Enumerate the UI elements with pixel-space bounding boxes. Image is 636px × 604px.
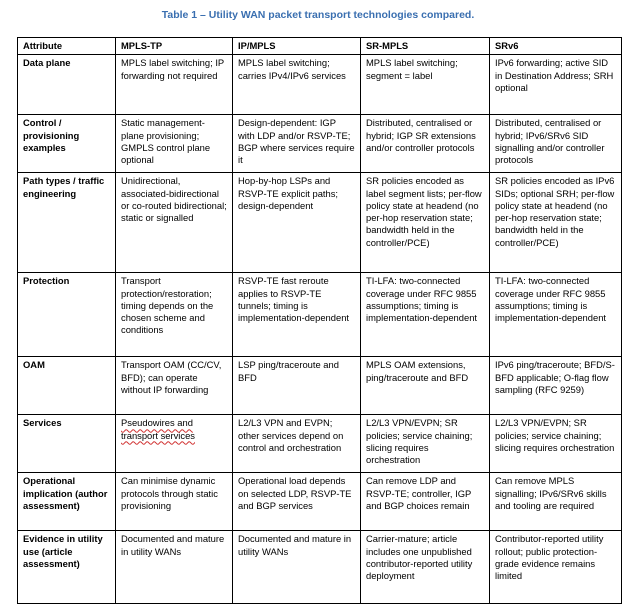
cell-evidence-ip-mpls: Documented and mature in utility WANs bbox=[233, 531, 361, 604]
table-caption: Table 1 – Utility WAN packet transport technologies compared. bbox=[161, 9, 475, 21]
cell-operational-ip-mpls: Operational load depends on selected LDP, RSVP-TE and BGP services bbox=[233, 473, 361, 531]
cell-path-types-ip-mpls: Hop-by-hop LSPs and RSVP-TE explicit paths; design-dependent bbox=[233, 173, 361, 273]
cell-control-sr-mpls: Distributed, centralised or hybrid; IGP SR extensions and/or controller protocols bbox=[361, 115, 490, 173]
cell-control-srv6: Distributed, centralised or hybrid; IPv6/SRv6 SID signalling and/or controller protocols bbox=[490, 115, 622, 173]
cell-control-ip-mpls: Design-dependent: IGP with LDP and/or RSVP-TE; BGP where services require it bbox=[233, 115, 361, 173]
cell-path-types-sr-mpls: SR policies encoded as label segment lists; per-flow policy state at headend (no per-hop reservation state; bandwidth held in the controller/PCE) bbox=[361, 173, 490, 273]
cell-protection-ip-mpls: RSVP-TE fast reroute applies to RSVP-TE tunnels; timing is implementation-dependent bbox=[233, 273, 361, 357]
row-protection bbox=[18, 273, 622, 357]
cell-oam-sr-mpls: MPLS OAM extensions, ping/traceroute and BFD bbox=[361, 357, 490, 415]
cell-protection-mpls-tp: Transport protection/restoration; timing depends on the chosen scheme and conditions bbox=[116, 273, 233, 357]
services-mpls-tp-text: Pseudowires and transport services bbox=[121, 417, 195, 441]
row-label-services: Services bbox=[18, 415, 116, 473]
cell-data-plane-srv6: IPv6 forwarding; active SID in Destination Address; SRH optional bbox=[490, 55, 622, 115]
column-header-mpls-tp: MPLS-TP bbox=[116, 38, 233, 55]
cell-oam-mpls-tp: Transport OAM (CC/CV, BFD); can operate without IP forwarding bbox=[116, 357, 233, 415]
row-label-protection: Protection bbox=[18, 273, 116, 357]
cell-data-plane-ip-mpls: MPLS label switching; carries IPv4/IPv6 services bbox=[233, 55, 361, 115]
cell-services-srv6: L2/L3 VPN/EVPN; SR policies; service chaining; slicing requires orchestration bbox=[490, 415, 622, 473]
cell-data-plane-sr-mpls: MPLS label switching; segment = label bbox=[361, 55, 490, 115]
column-header-ip-mpls: IP/MPLS bbox=[233, 38, 361, 55]
row-operational-implication bbox=[18, 473, 622, 531]
cell-oam-srv6: IPv6 ping/traceroute; BFD/S-BFD applicable; O-flag flow sampling (RFC 9259) bbox=[490, 357, 622, 415]
row-label-evidence: Evidence in utility use (article assessment) bbox=[18, 531, 116, 604]
row-evidence bbox=[18, 531, 622, 604]
row-label-oam: OAM bbox=[18, 357, 116, 415]
cell-services-sr-mpls: L2/L3 VPN/EVPN; SR policies; service chaining; slicing requires orchestration bbox=[361, 415, 490, 473]
cell-control-mpls-tp: Static management-plane provisioning; GMPLS control plane optional bbox=[116, 115, 233, 173]
row-services bbox=[18, 415, 622, 473]
row-label-control-provisioning: Control / provisioning examples bbox=[18, 115, 116, 173]
cell-evidence-mpls-tp: Documented and mature in utility WANs bbox=[116, 531, 233, 604]
cell-path-types-mpls-tp: Unidirectional, associated-bidirectional or co-routed bidirectional; static or signalled bbox=[116, 173, 233, 273]
cell-protection-sr-mpls: TI-LFA: two-connected coverage under RFC 9855 assumptions; timing is implementation-dependent bbox=[361, 273, 490, 357]
cell-evidence-srv6: Contributor-reported utility rollout; public protection-grade evidence remains limited bbox=[490, 531, 622, 604]
column-header-sr-mpls: SR-MPLS bbox=[361, 38, 490, 55]
cell-services-mpls-tp bbox=[116, 415, 233, 473]
row-label-operational-implication: Operational implication (author assessment) bbox=[18, 473, 116, 531]
row-label-data-plane: Data plane bbox=[18, 55, 116, 115]
cell-operational-srv6: Can remove MPLS signalling; IPv6/SRv6 skills and tooling are required bbox=[490, 473, 622, 531]
column-header-srv6: SRv6 bbox=[490, 38, 622, 55]
comparison-table bbox=[17, 37, 622, 604]
cell-path-types-srv6: SR policies encoded as IPv6 SIDs; optional SRH; per-flow policy state at headend (no per-hop reservation state; bandwidth held in the controller/PCE) bbox=[490, 173, 622, 273]
row-oam bbox=[18, 357, 622, 415]
cell-oam-ip-mpls: LSP ping/traceroute and BFD bbox=[233, 357, 361, 415]
row-data-plane bbox=[18, 55, 622, 115]
cell-operational-sr-mpls: Can remove LDP and RSVP-TE; controller, IGP and BGP choices remain bbox=[361, 473, 490, 531]
row-label-path-types: Path types / traffic engineering bbox=[18, 173, 116, 273]
cell-protection-srv6: TI-LFA: two-connected coverage under RFC 9855 assumptions; timing is implementation-dependent bbox=[490, 273, 622, 357]
cell-operational-mpls-tp: Can minimise dynamic protocols through static provisioning bbox=[116, 473, 233, 531]
cell-services-ip-mpls: L2/L3 VPN and EVPN; other services depend on control and orchestration bbox=[233, 415, 361, 473]
column-header-attribute: Attribute bbox=[18, 38, 116, 55]
cell-data-plane-mpls-tp: MPLS label switching; IP forwarding not required bbox=[116, 55, 233, 115]
cell-evidence-sr-mpls: Carrier-mature; article includes one unpublished contributor-reported utility deployment bbox=[361, 531, 490, 604]
row-control-provisioning bbox=[18, 115, 622, 173]
row-path-types bbox=[18, 173, 622, 273]
header-row bbox=[18, 38, 622, 55]
